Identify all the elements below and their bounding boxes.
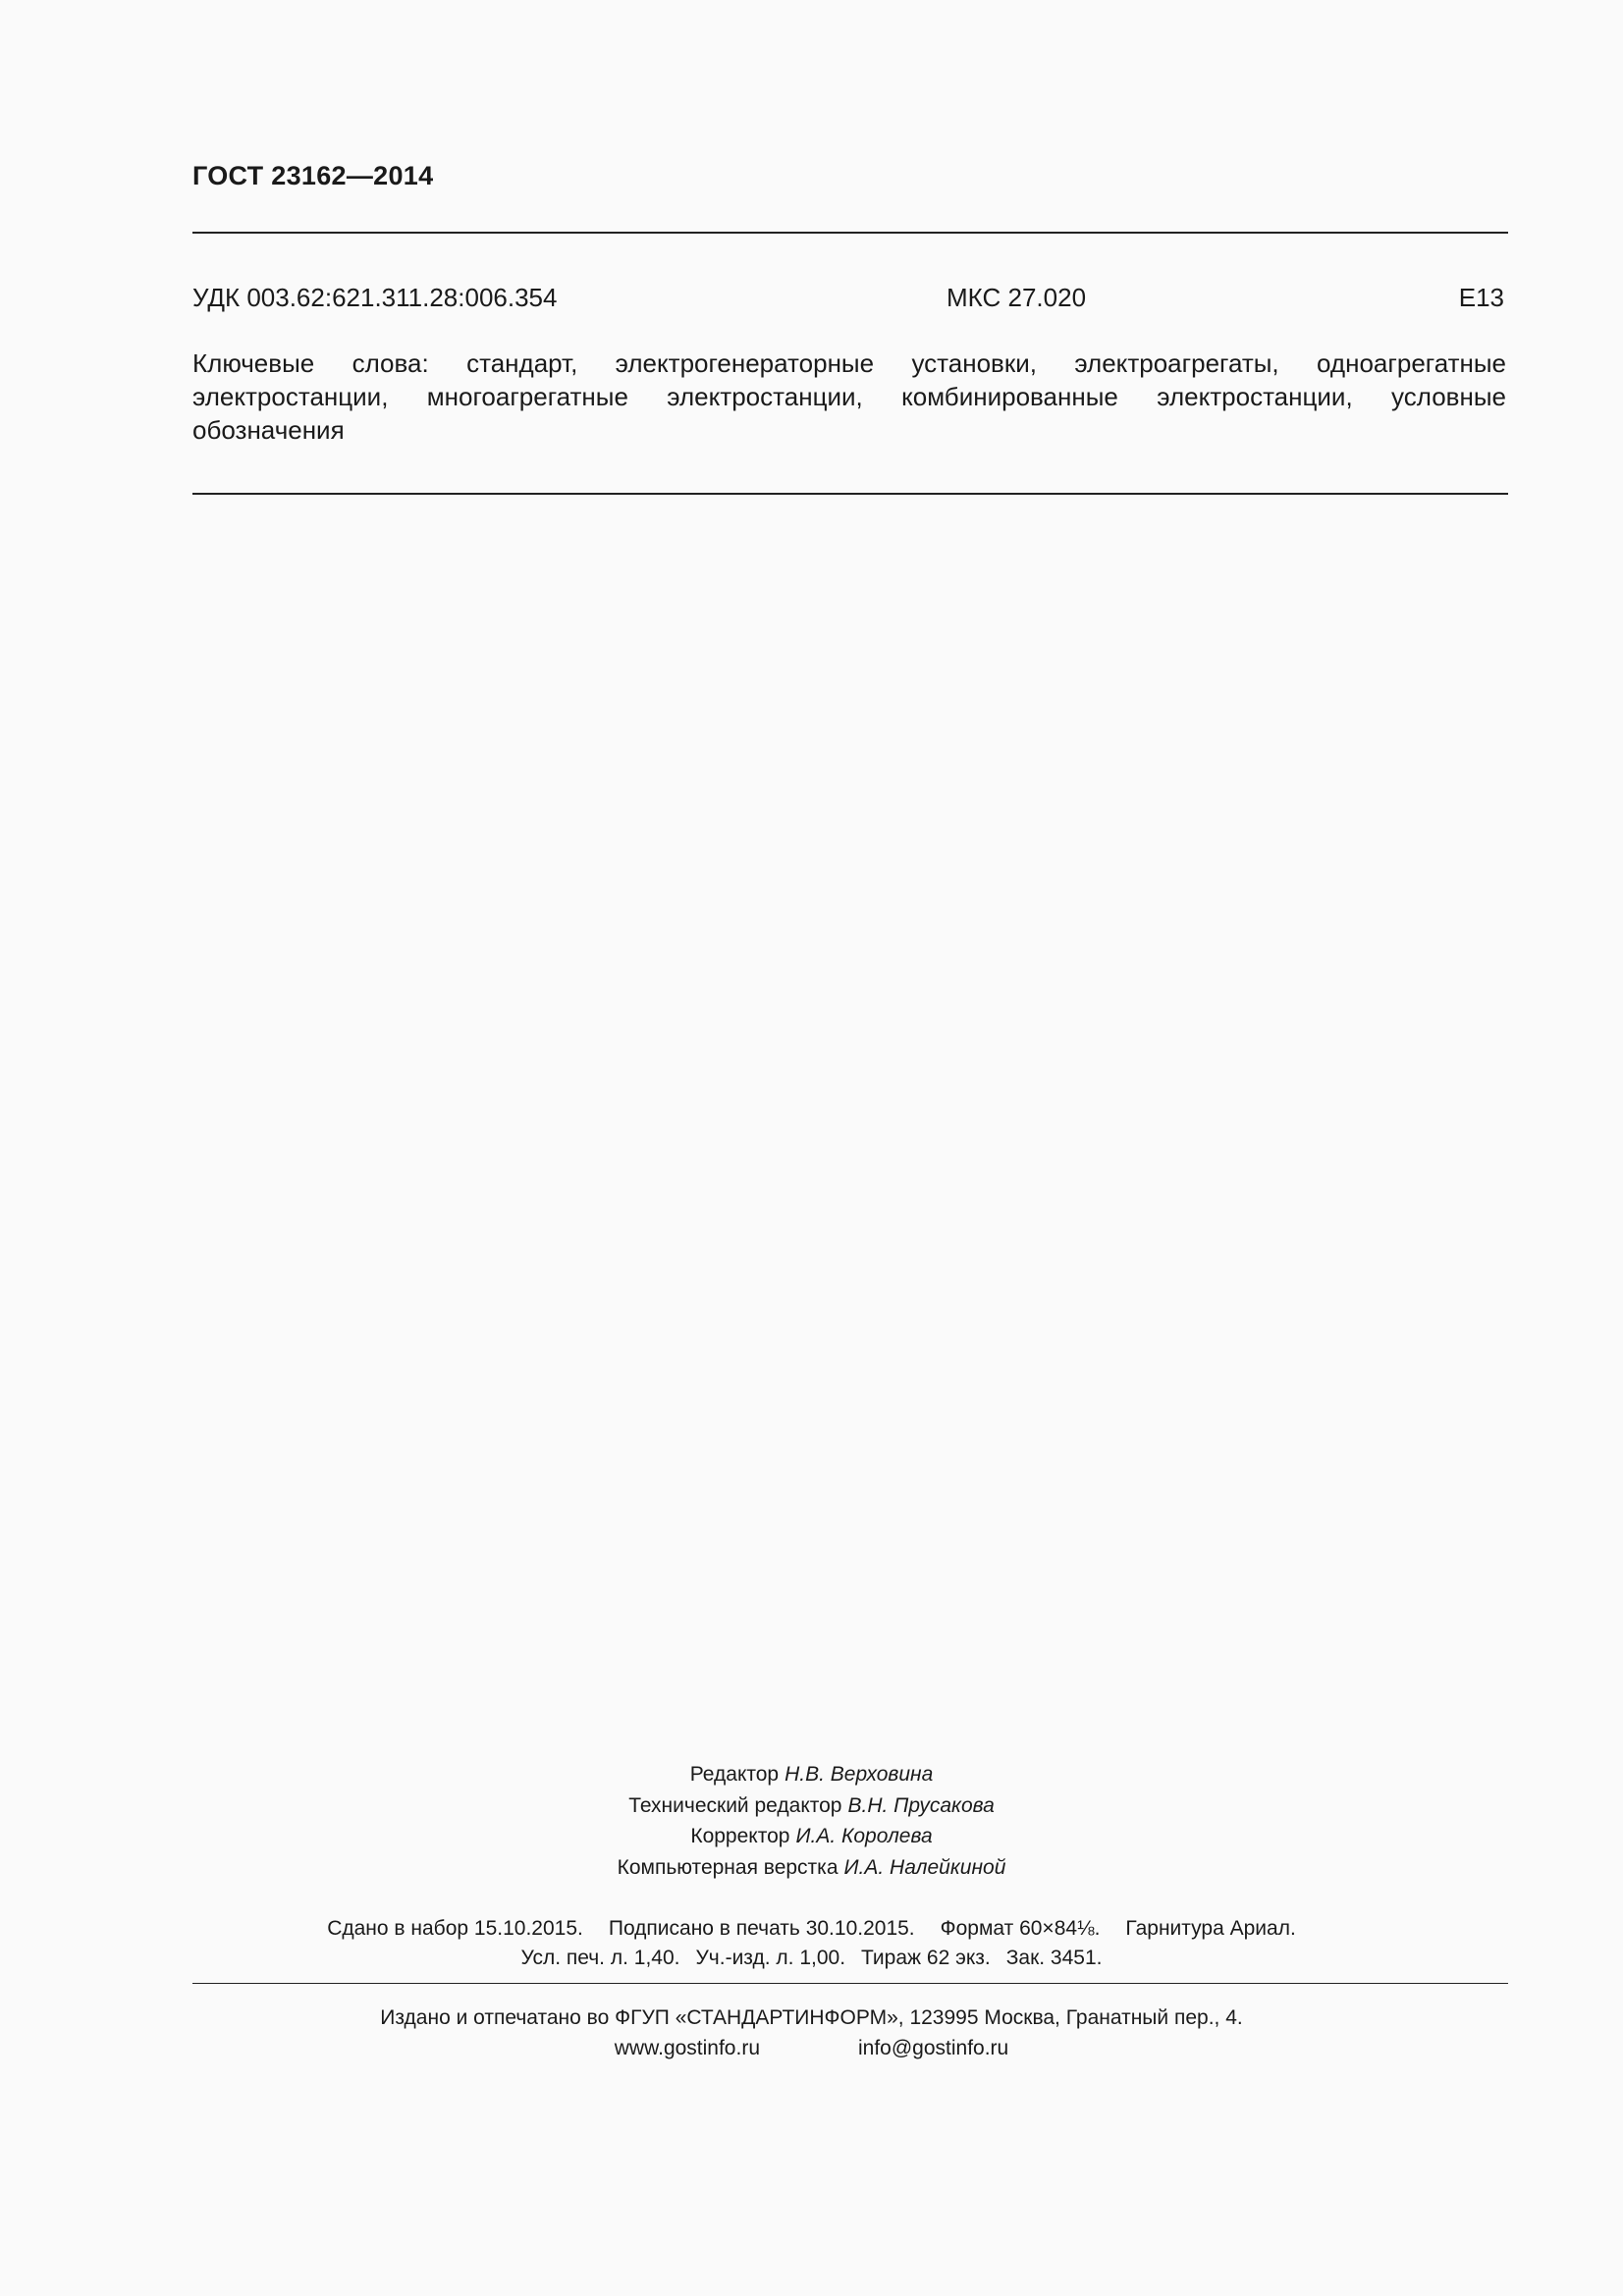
credit-role: Редактор [689, 1763, 780, 1786]
editorial-credits [0, 1759, 1623, 1883]
keywords-paragraph: Ключевые слова: стандарт, электрогенераторные установки, электроагрегаты, одноагрегатные электростанции, многоагрегатные электростанции, комбинированные электростанции, условные обозначения [192, 348, 1506, 445]
credit-role: Компьютерная верстка [617, 1855, 839, 1879]
credit-person: И.А. Налейкиной [843, 1855, 1006, 1879]
top-divider [192, 232, 1508, 234]
classification-row [192, 283, 1504, 314]
credit-person: И.А. Королева [795, 1825, 933, 1847]
credit-role: Корректор [690, 1825, 790, 1847]
publisher-website[interactable]: www.gostinfo.ru [614, 2037, 760, 2059]
credit-role: Технический редактор [628, 1793, 842, 1817]
publisher-sheets: Уч.-изд. л. 1,00. [695, 1947, 846, 1969]
credit-line-tech-editor [0, 1790, 1623, 1822]
group-code: Е13 [1458, 283, 1504, 312]
keywords-divider [192, 493, 1508, 495]
print-details-line-1 [0, 1914, 1623, 1944]
signed-date: Подписано в печать 30.10.2015. [608, 1917, 915, 1940]
credit-person: В.Н. Прусакова [847, 1793, 995, 1817]
print-sheets: Усл. печ. л. 1,40. [520, 1947, 680, 1969]
circulation: Тираж 62 экз. [861, 1947, 991, 1969]
credit-person: Н.В. Верховина [784, 1763, 934, 1786]
document-code: ГОСТ 23162—2014 [192, 161, 434, 190]
publisher-info [0, 2002, 1623, 2063]
credit-line-proofreader [0, 1821, 1623, 1852]
print-details-line-2 [0, 1944, 1623, 1973]
print-details [0, 1914, 1623, 1973]
mks-code: МКС 27.020 [947, 283, 1087, 312]
credit-line-layout [0, 1852, 1623, 1884]
paper-format: Формат 60×84⅛. [940, 1917, 1101, 1940]
footer-divider [192, 1983, 1508, 1984]
order-number: Зак. 3451. [1005, 1947, 1103, 1969]
publisher-contacts [0, 2033, 1623, 2063]
udk-code: УДК 003.62:621.311.28:006.354 [192, 283, 558, 312]
publisher-address: Издано и отпечатано во ФГУП «СТАНДАРТИНФОРМ», 123995 Москва, Гранатный пер., 4. [380, 2006, 1243, 2029]
typeface: Гарнитура Ариал. [1125, 1917, 1296, 1940]
credit-line-editor [0, 1759, 1623, 1790]
publisher-email[interactable]: info@gostinfo.ru [858, 2037, 1009, 2059]
submitted-date: Сдано в набор 15.10.2015. [327, 1917, 583, 1940]
